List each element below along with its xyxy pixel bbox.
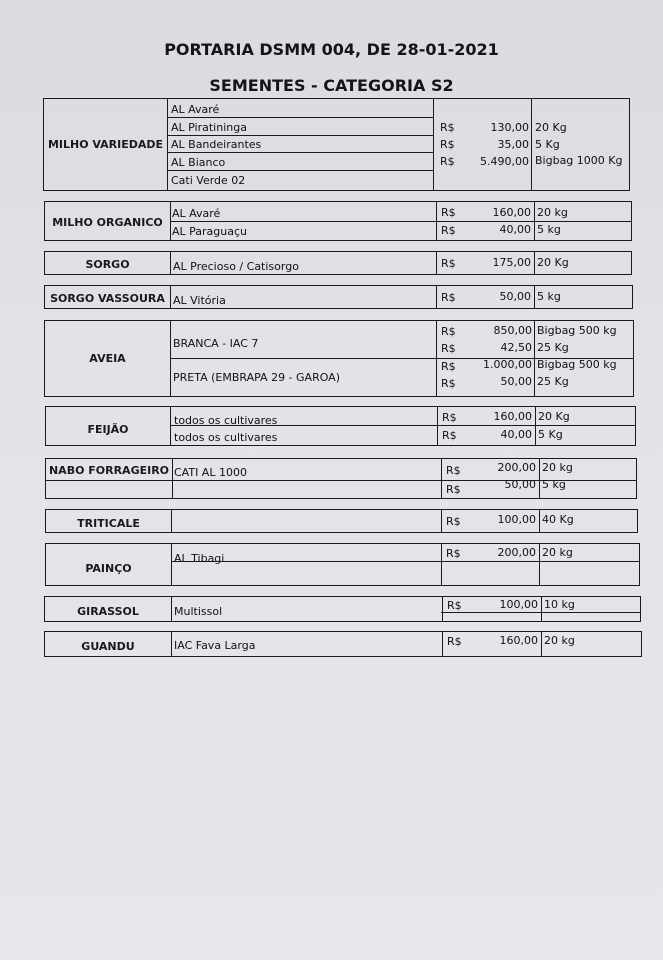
- currency-label: R$: [441, 360, 456, 373]
- document-title: PORTARIA DSMM 004, DE 28-01-2021: [164, 40, 499, 59]
- document-subtitle: SEMENTES - CATEGORIA S2: [209, 76, 454, 95]
- currency-label: R$: [441, 224, 456, 237]
- price-value: 50,00: [504, 478, 536, 491]
- group-nabo-forrageiro: [45, 458, 637, 499]
- group-label: AVEIA: [89, 351, 126, 365]
- package-unit: 25 Kg: [537, 341, 569, 354]
- group-milho-variedade: [43, 98, 630, 191]
- currency-label: R$: [440, 138, 455, 151]
- price-value: 1.000,00: [483, 358, 532, 371]
- variety-name: PRETA (EMBRAPA 29 - GAROA): [173, 371, 340, 384]
- package-unit: 20 kg: [544, 634, 575, 647]
- group-girassol: [44, 596, 641, 622]
- group-label: TRITICALE: [77, 517, 140, 530]
- price-value: 160,00: [499, 634, 538, 647]
- variety-name: AL Bianco: [171, 156, 226, 169]
- group-label: PAINÇO: [85, 561, 132, 575]
- currency-label: R$: [447, 635, 462, 648]
- price-value: 5.490,00: [480, 155, 529, 168]
- currency-label: R$: [446, 547, 461, 560]
- variety-name: AL Paraguaçu: [172, 225, 248, 238]
- package-unit: 10 kg: [544, 598, 575, 611]
- price-value: 50,00: [500, 375, 532, 388]
- package-unit: 40 Kg: [542, 513, 574, 526]
- package-unit: 20 Kg: [537, 256, 569, 269]
- package-unit: 20 kg: [537, 206, 568, 219]
- variety-name: AL Vitória: [173, 294, 226, 307]
- group-aveia: [44, 320, 634, 397]
- variety-name: todos os cultivares: [174, 414, 278, 427]
- group-feijao: [45, 406, 636, 446]
- currency-label: R$: [440, 155, 455, 168]
- group-label: GIRASSOL: [77, 605, 139, 618]
- variety-name: AL Avaré: [172, 207, 221, 220]
- currency-label: R$: [442, 411, 457, 424]
- currency-label: R$: [440, 121, 455, 134]
- package-unit: 5 Kg: [535, 138, 560, 151]
- package-unit: Bigbag 500 kg: [537, 324, 617, 337]
- package-unit: 5 kg: [537, 223, 561, 236]
- price-value: 42,50: [500, 341, 532, 354]
- package-unit: 25 Kg: [537, 375, 569, 388]
- package-unit: Bigbag 500 kg: [537, 358, 617, 371]
- currency-label: R$: [446, 464, 461, 477]
- price-value: 175,00: [492, 256, 531, 269]
- package-unit: Bigbag 1000 Kg: [535, 154, 623, 167]
- price-value: 100,00: [499, 598, 538, 611]
- currency-label: R$: [441, 257, 456, 270]
- currency-label: R$: [441, 206, 456, 219]
- currency-label: R$: [441, 325, 456, 338]
- variety-name: IAC Fava Larga: [174, 639, 256, 652]
- currency-label: R$: [442, 429, 457, 442]
- group-triticale: [45, 509, 638, 533]
- price-value: 160,00: [493, 410, 532, 423]
- group-label: NABO FORRAGEIRO: [48, 464, 170, 477]
- group-label: GUANDU: [81, 640, 135, 653]
- price-value: 100,00: [497, 513, 536, 526]
- group-label: FEIJÃO: [87, 423, 129, 436]
- group-guandu: [44, 631, 642, 657]
- price-value: 200,00: [497, 546, 536, 559]
- variety-name: AL Piratininga: [171, 121, 247, 134]
- variety-name: AL Precioso / Catisorgo: [173, 260, 299, 273]
- variety-name: Multissol: [174, 605, 223, 618]
- price-value: 200,00: [497, 461, 536, 474]
- package-unit: 20 kg: [542, 461, 573, 474]
- price-value: 40,00: [499, 223, 531, 236]
- currency-label: R$: [446, 483, 461, 496]
- price-value: 35,00: [497, 138, 529, 151]
- package-unit: 5 Kg: [538, 428, 563, 441]
- package-unit: 5 kg: [537, 290, 561, 303]
- package-unit: 5 kg: [542, 478, 566, 491]
- variety-name: AL Avaré: [171, 103, 220, 116]
- group-label: SORGO: [85, 258, 130, 271]
- price-value: 130,00: [490, 121, 529, 134]
- variety-name: CATI AL 1000: [174, 466, 247, 479]
- package-unit: 20 kg: [542, 546, 573, 559]
- variety-name: Cati Verde 02: [171, 174, 246, 187]
- variety-name: BRANCA - IAC 7: [173, 337, 259, 350]
- group-milho-organico: [44, 201, 632, 241]
- currency-label: R$: [441, 342, 456, 355]
- variety-name: AL Tibagi: [174, 552, 225, 565]
- currency-label: R$: [446, 515, 461, 528]
- currency-label: R$: [447, 599, 462, 612]
- price-value: 850,00: [493, 324, 532, 337]
- group-sorgo-vassoura: [44, 285, 633, 309]
- currency-label: R$: [441, 377, 456, 390]
- group-sorgo: [44, 251, 632, 275]
- package-unit: 20 Kg: [538, 410, 570, 423]
- group-painco: [45, 543, 640, 586]
- price-value: 160,00: [492, 206, 531, 219]
- group-label: MILHO ORGANICO: [52, 216, 163, 229]
- group-label: MILHO VARIEDADE: [47, 137, 164, 151]
- currency-label: R$: [441, 291, 456, 304]
- price-value: 50,00: [499, 290, 531, 303]
- package-unit: 20 Kg: [535, 121, 567, 134]
- group-label: SORGO VASSOURA: [50, 292, 165, 305]
- variety-name: todos os cultivares: [174, 431, 278, 444]
- variety-name: AL Bandeirantes: [171, 138, 262, 151]
- price-value: 40,00: [500, 428, 532, 441]
